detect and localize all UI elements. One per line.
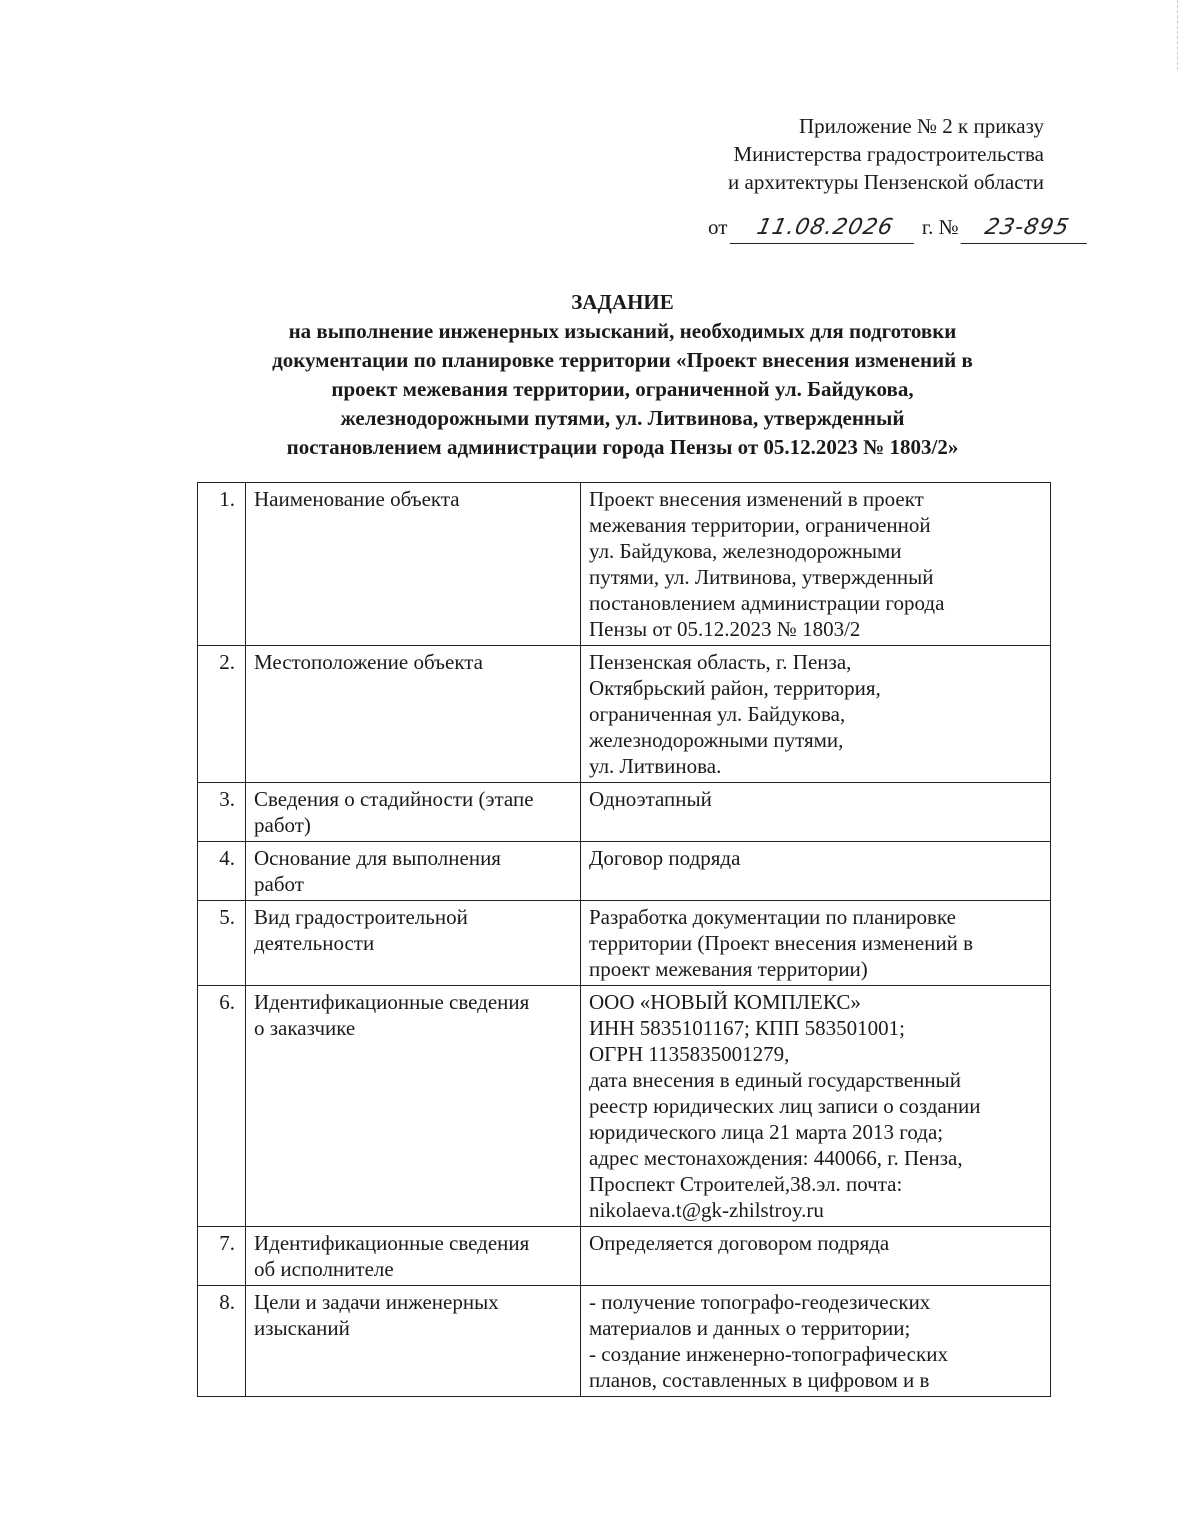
task-table-body (198, 483, 1051, 1397)
table-row (198, 483, 1051, 646)
row-value-line: ООО «НОВЫЙ КОМПЛЕКС» (589, 990, 861, 1014)
table-row (198, 986, 1051, 1227)
row-value-line: Пензы от 05.12.2023 № 1803/2 (589, 617, 861, 641)
row-value-line: юридического лица 21 марта 2013 года; (589, 1120, 944, 1144)
row-value-line: - создание инженерно-топографических (589, 1342, 948, 1366)
order-number-label: г. № (921, 215, 959, 239)
row-name-cell (246, 783, 581, 842)
table-row (198, 783, 1051, 842)
row-value-cell (581, 901, 1051, 986)
row-value-cell (581, 842, 1051, 901)
row-name-cell (246, 901, 581, 986)
row-value-line: Одноэтапный (589, 787, 712, 811)
row-value-line: Разработка документации по планировке (589, 905, 956, 929)
row-number: 2. (198, 646, 246, 783)
row-name-line: Вид градостроительной (254, 905, 468, 929)
title-subtitle-line: на выполнение инженерных изысканий, необходимых для подготовки (288, 319, 957, 343)
order-from-label: от (708, 215, 728, 239)
table-row (198, 901, 1051, 986)
row-value-line: ИНН 5835101167; КПП 583501001; (589, 1016, 905, 1040)
row-name-line: Идентификационные сведения (254, 990, 530, 1014)
task-table (197, 482, 1051, 1397)
row-value-line: железнодорожными путями, (589, 728, 844, 752)
title-subtitle-line: железнодорожными путями, ул. Литвинова, утвержденный (340, 406, 905, 430)
row-name-line: Наименование объекта (254, 487, 460, 511)
order-reference (708, 212, 1090, 244)
row-name-cell (246, 986, 581, 1227)
row-name-cell (246, 646, 581, 783)
row-value-line: территории (Проект внесения изменений в (589, 931, 974, 955)
row-name-line: деятельности (254, 931, 375, 955)
row-name-line: об исполнителе (254, 1257, 394, 1281)
row-value-line: ограниченная ул. Байдукова, (589, 702, 846, 726)
title-heading: ЗАДАНИЕ (571, 290, 674, 314)
row-value-line: nikolaeva.t@gk-zhilstroy.ru (589, 1198, 824, 1222)
table-row (198, 1227, 1051, 1286)
title-subtitle-line: проект межевания территории, ограниченной ул. Байдукова, (331, 377, 914, 401)
attachment-line: Министерства градостроительства (733, 142, 1044, 166)
table-row (198, 1286, 1051, 1397)
row-value-line: планов, составленных в цифровом и в (589, 1368, 930, 1392)
row-value-cell (581, 783, 1051, 842)
row-value-line: путями, ул. Литвинова, утвержденный (589, 565, 934, 589)
row-value-line: ул. Байдукова, железнодорожными (589, 539, 902, 563)
row-value-cell (581, 986, 1051, 1227)
title-subtitle-line: документации по планировке территории «Проект внесения изменений в (272, 348, 973, 372)
row-name-line: Идентификационные сведения (254, 1231, 530, 1255)
row-name-line: изысканий (254, 1316, 350, 1340)
attachment-header (728, 112, 1044, 196)
attachment-line: и архитектуры Пензенской области (728, 170, 1044, 194)
row-number: 1. (198, 483, 246, 646)
row-value-line: ул. Литвинова. (589, 754, 722, 778)
row-value-line: Проспект Строителей,38.эл. почта: (589, 1172, 903, 1196)
row-number: 4. (198, 842, 246, 901)
row-value-line: реестр юридических лиц записи о создании (589, 1094, 981, 1118)
row-name-cell (246, 483, 581, 646)
order-number-handwritten: 23-895 (961, 213, 1094, 244)
row-value-line: адрес местонахождения: 440066, г. Пенза, (589, 1146, 963, 1170)
row-name-line: Сведения о стадийности (этапе (254, 787, 534, 811)
row-name-line: Цели и задачи инженерных (254, 1290, 499, 1314)
row-value-line: Определяется договором подряда (589, 1231, 890, 1255)
row-value-line: постановлением администрации города (589, 591, 945, 615)
row-name-cell (246, 1227, 581, 1286)
row-value-line: дата внесения в единый государственный (589, 1068, 961, 1092)
row-name-line: Основание для выполнения (254, 846, 501, 870)
title-subtitle-line: постановлением администрации города Пензы от 05.12.2023 № 1803/2» (286, 435, 959, 459)
row-value-line: - получение топографо-геодезических (589, 1290, 931, 1314)
row-value-line: Пензенская область, г. Пенза, (589, 650, 852, 674)
row-name-line: Местоположение объекта (254, 650, 484, 674)
scan-edge-mark (1177, 0, 1178, 70)
row-value-cell (581, 646, 1051, 783)
row-value-cell (581, 1286, 1051, 1397)
row-value-line: проект межевания территории) (589, 957, 868, 981)
row-value-line: Проект внесения изменений в проект (589, 487, 924, 511)
row-value-line: ОГРН 1135835001279, (589, 1042, 790, 1066)
table-row (198, 842, 1051, 901)
table-row (198, 646, 1051, 783)
row-value-cell (581, 483, 1051, 646)
row-value-line: межевания территории, ограниченной (589, 513, 931, 537)
row-number: 5. (198, 901, 246, 986)
row-value-cell (581, 1227, 1051, 1286)
row-name-line: о заказчике (254, 1016, 356, 1040)
document-title (0, 288, 1200, 462)
row-number: 7. (198, 1227, 246, 1286)
row-name-line: работ (254, 872, 304, 896)
order-date-handwritten: 11.08.2026 (729, 213, 920, 244)
row-value-line: материалов и данных о территории; (589, 1316, 911, 1340)
row-name-cell (246, 1286, 581, 1397)
row-name-line: работ) (254, 813, 311, 837)
row-name-cell (246, 842, 581, 901)
attachment-line: Приложение № 2 к приказу (799, 114, 1044, 138)
row-number: 6. (198, 986, 246, 1227)
row-number: 8. (198, 1286, 246, 1397)
row-value-line: Договор подряда (589, 846, 741, 870)
row-value-line: Октябрьский район, территория, (589, 676, 881, 700)
row-number: 3. (198, 783, 246, 842)
